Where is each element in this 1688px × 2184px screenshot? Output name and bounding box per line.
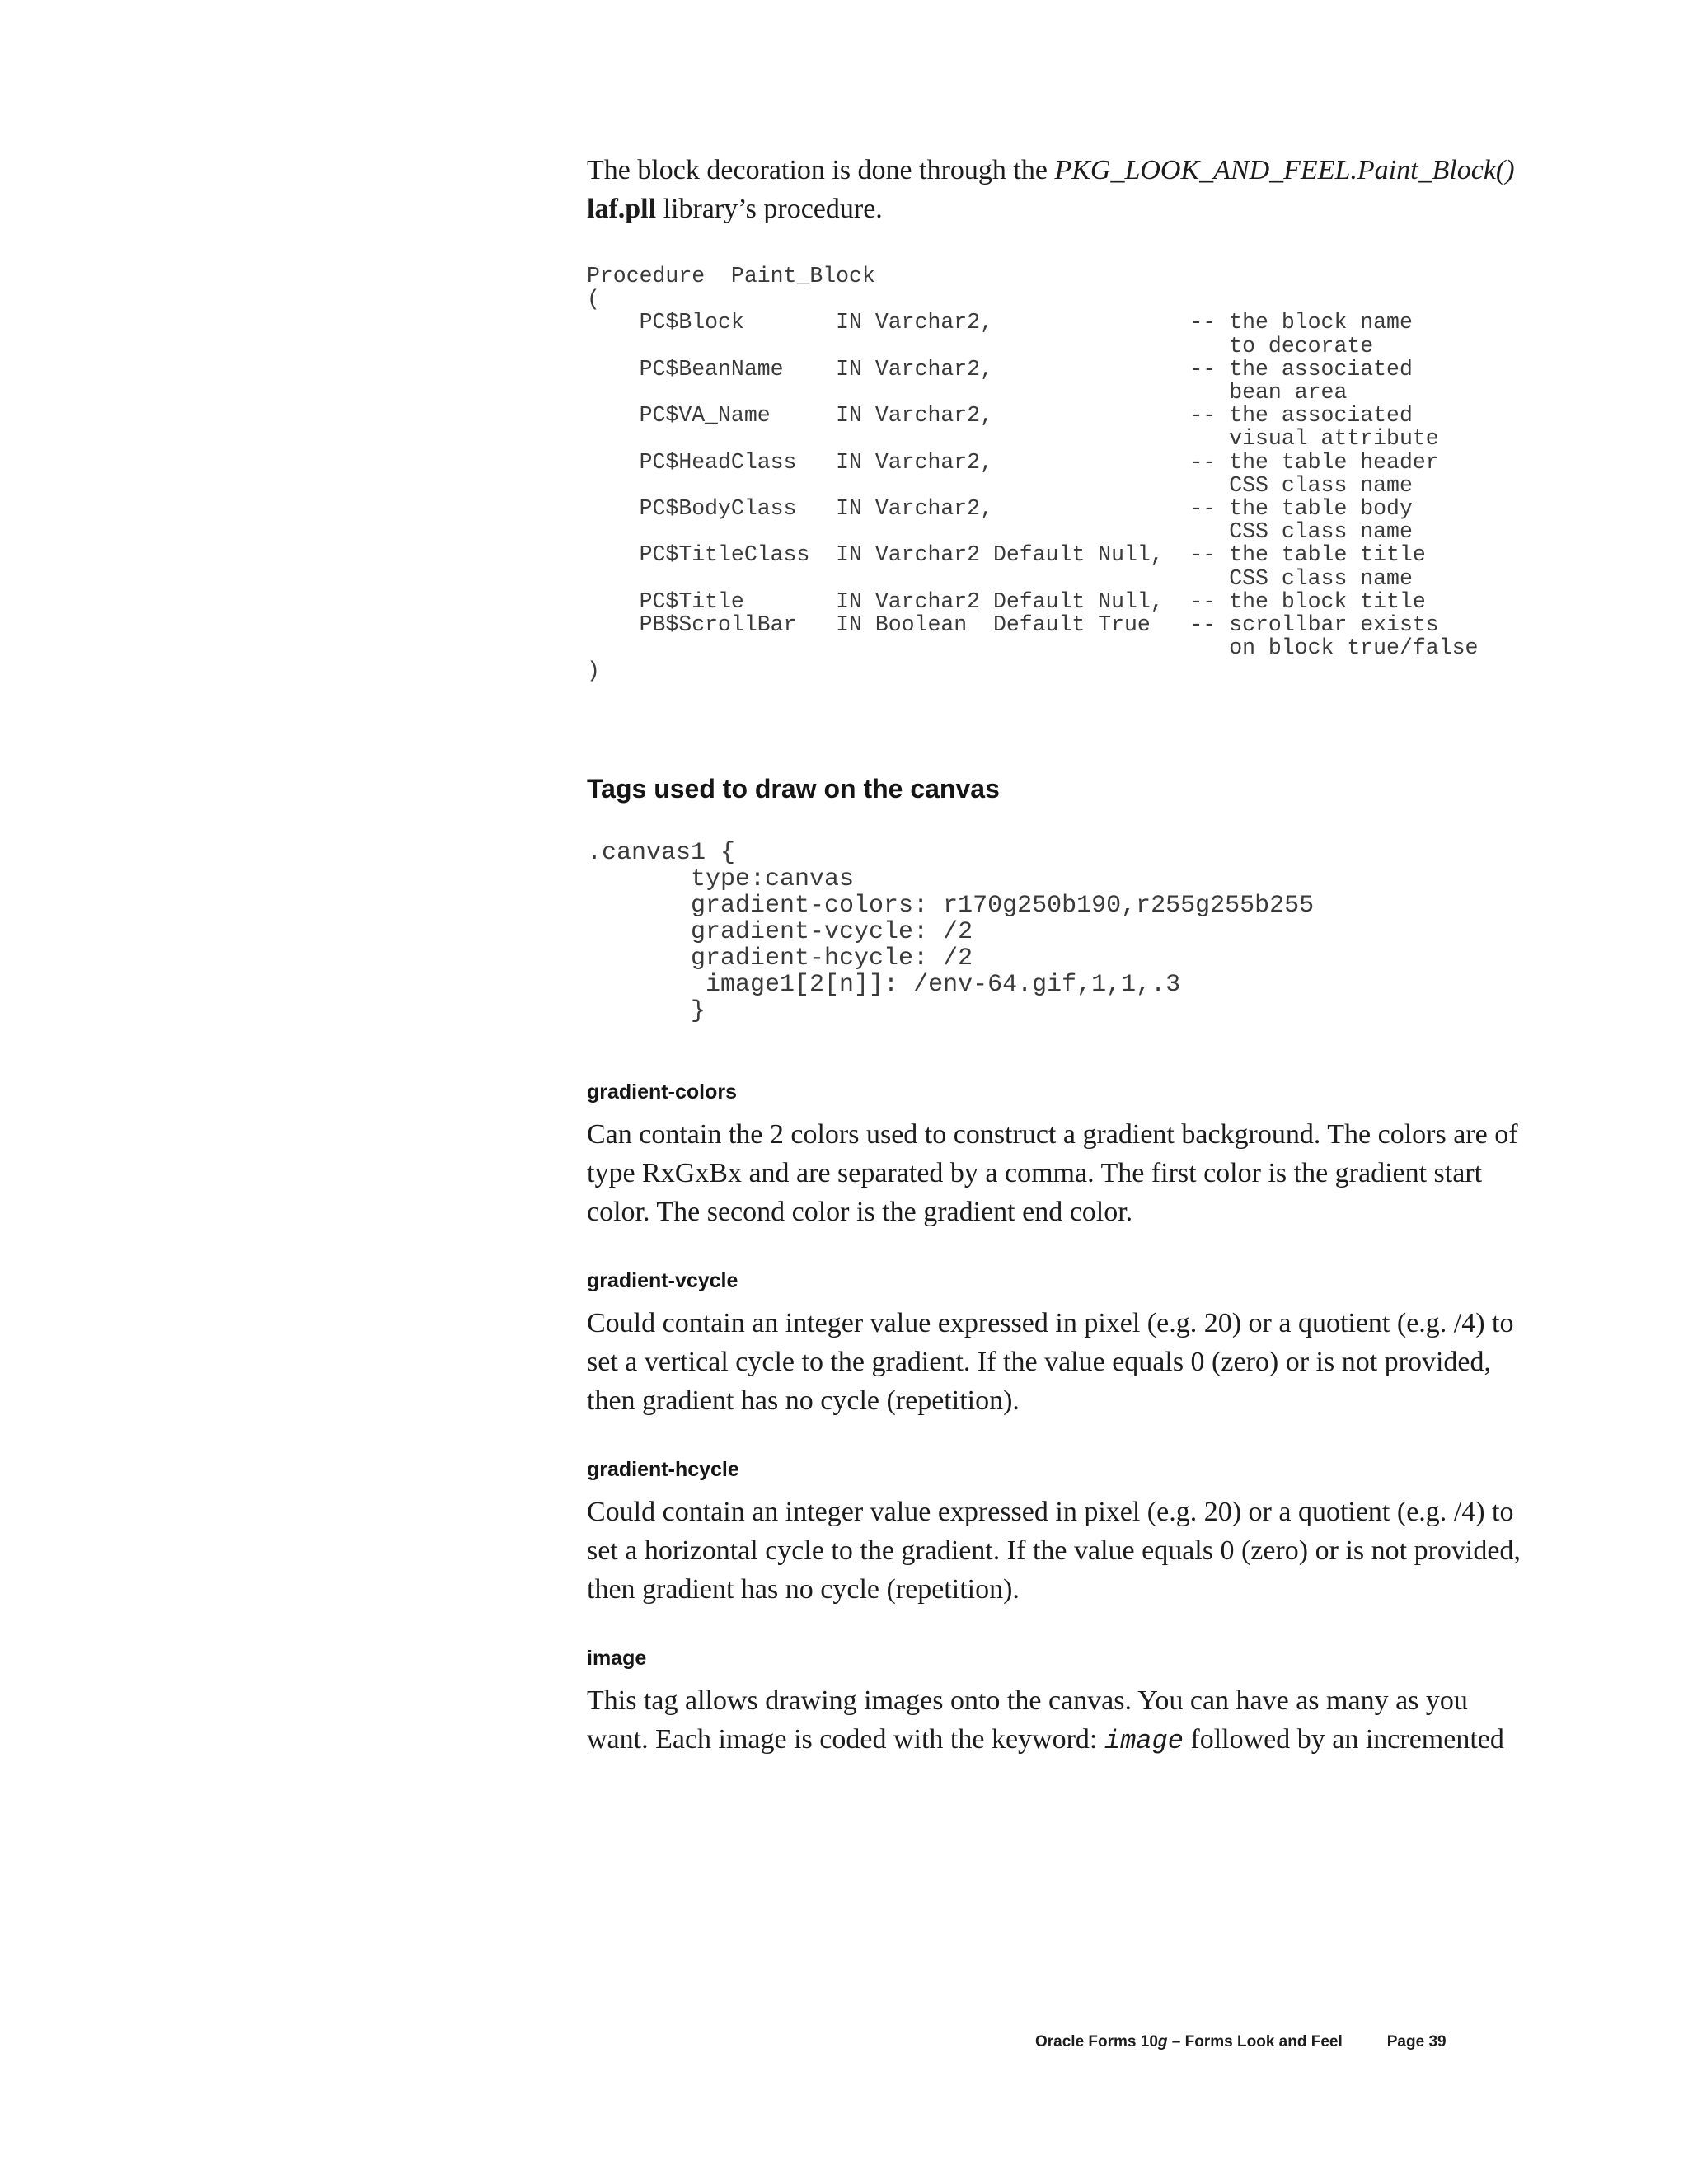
footer-prefix: Oracle Forms 10: [1035, 2033, 1158, 2050]
gradient-hcycle-text: Could contain an integer value expressed in pixel (e.g. 20) or a quotient (e.g. /4) to set a horizontal cycle to the gradient. If the value equals 0 (zero) or is not provided, then gradient has no cycle (repetition).: [587, 1496, 1521, 1605]
section-heading: Tags used to draw on the canvas: [587, 773, 1000, 804]
image-heading: image: [587, 1646, 647, 1670]
footer-version-letter: g: [1157, 2033, 1168, 2050]
image-text-after: followed by an incremented: [1183, 1723, 1504, 1755]
gradient-hcycle-heading: gradient-hcycle: [587, 1457, 739, 1481]
library-name: laf.pll: [587, 194, 657, 224]
image-text: [587, 1681, 1535, 1760]
procedure-code-block: Procedure Paint_Block ( PC$Block IN Varchar2, -- the block name to decorate PC$BeanName IN Varchar2, -- the associated bean area PC$VA_Name IN Varchar2, -- the associated visual attribute PC$HeadClass IN Varchar2, -- the table header CSS class name PC$BodyClass IN Varchar2, -- the table body CSS class name PC$TitleClass IN Varchar2 Default Null, -- the table title CSS class name PC$Title IN Varchar2 Default Null, -- the block title PB$ScrollBar IN Boolean Default True -- scrollbar exists on block true/false ): [587, 264, 1479, 684]
gradient-colors-text: Can contain the 2 colors used to construct a gradient background. The colors are of type RxGxBx and are separated by a comma. The first color is the gradient start color. The second color is the gradient end color.: [587, 1118, 1518, 1227]
document-content: [587, 151, 1535, 1760]
gradient-vcycle-text: Could contain an integer value expressed in pixel (e.g. 20) or a quotient (e.g. /4) to set a vertical cycle to the gradient. If the value equals 0 (zero) or is not provided, then gradient has no cycle (repetition).: [587, 1307, 1514, 1416]
gradient-vcycle-heading: gradient-vcycle: [587, 1268, 738, 1292]
page-number: Page 39: [1386, 2033, 1447, 2050]
intro-text-after: library’s procedure.: [656, 194, 883, 224]
image-text-before: This tag allows drawing images onto the canvas. You can have as many as you want. Each image is coded with the keyword:: [587, 1685, 1468, 1755]
page-footer: [1035, 2032, 1447, 2052]
canvas-css-code-block: .canvas1 { type:canvas gradient-colors: r170g250b190,r255g255b255 gradient-vcycle: /2 gradient-hcycle: /2 image1[2[n]]: /env-64.gif,1,1,.3 }: [587, 838, 1315, 1025]
image-keyword: image: [1104, 1725, 1184, 1756]
gradient-colors-heading: gradient-colors: [587, 1080, 737, 1104]
procedure-reference: PKG_LOOK_AND_FEEL.Paint_Block(): [1054, 155, 1515, 185]
intro-paragraph: [587, 151, 1535, 228]
intro-text-before: The block decoration is done through the: [587, 155, 1055, 185]
footer-suffix: – Forms Look and Feel: [1167, 2033, 1343, 2050]
